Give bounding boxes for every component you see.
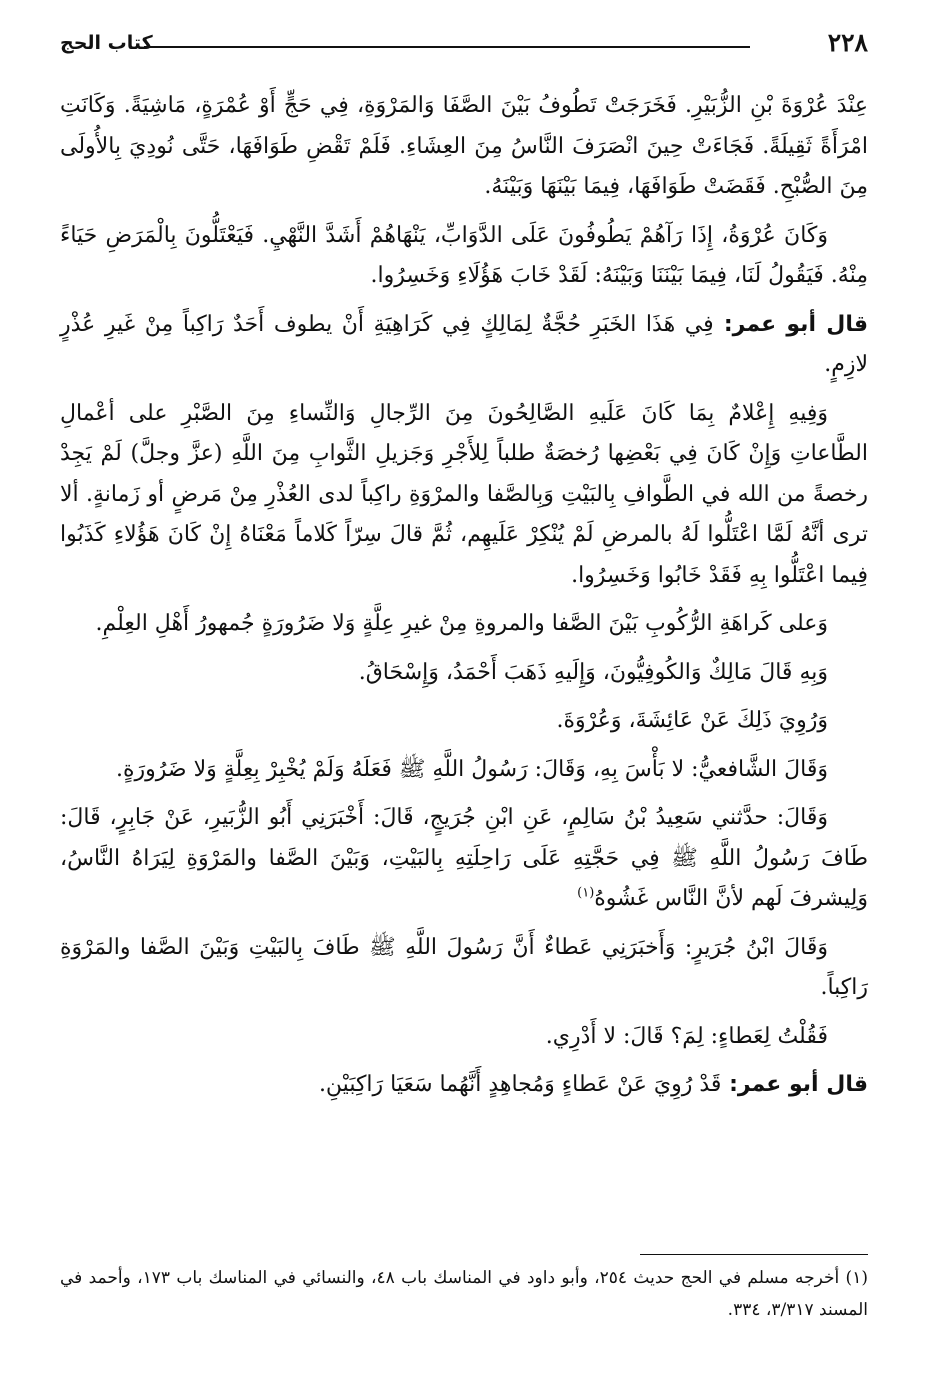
paragraph (60, 750, 868, 791)
paragraph (60, 1017, 868, 1058)
paragraph-text: فِي هَذَا الخَبَرِ حُجَّةٌ لِمَالِكٍ فِي كَرَاهِيَةِ أَنْ يطوف أَحَدٌ رَاكِباً مِنْ غَيرِ عُذْرٍ لازِمٍ. (60, 311, 868, 377)
paragraph-lead: قال أبو عمر: (713, 311, 868, 337)
paragraph-text: وَبِهِ قَالَ مَالِكٌ وَالكُوفِيُّونَ، وَإِلَيهِ ذَهَبَ أَحْمَدُ، وَإِسْحَاقُ. (358, 659, 828, 685)
paragraph-text: وَرُوِيَ ذَلِكَ عَنْ عَائِشَةَ، وَعُرْوَةَ. (556, 708, 828, 733)
book-page (60, 18, 868, 1368)
header-rule (144, 46, 750, 48)
paragraph (60, 216, 868, 297)
paragraph (60, 928, 868, 1009)
paragraph (60, 1065, 868, 1106)
page-number: ٢٢٨ (827, 28, 868, 57)
paragraph-text: وَقَالَ ابْنُ جُرَيرٍ: وَأَخبَرَنِي عَطاءٌ أَنَّ رَسُولَ اللَّهِ ﷺ طَافَ بِالبَيْتِ وَبَيْنَ الصَّفا والمَرْوَةِ رَاكِباً. (60, 934, 868, 1000)
paragraph (60, 701, 868, 742)
paragraph-text: عِنْدَ عُرْوَةَ بْنِ الزُّبَيْرِ. فَخَرَجَتْ تَطُوفُ بَيْنَ الصَّفَا وَالمَرْوَةِ، فِي حَجٍّ أَوْ عُمْرَةٍ، مَاشِيَةً. وَكَانَتِ امْرَأَةً ثَقِيلَةً. فَجَاءَتْ حِينَ انْصَرَفَ النَّاسُ مِنَ العِشَاءِ. فَلَمْ تَقْضِ طَوَافَهَا، حَتَّى نُودِيَ بِالأُولَى مِنَ الصُّبْحِ. فَقَضَتْ طَوَافَهَا، فِيمَا بَيْنَهَا وَبَيْنَهُ. (60, 93, 868, 199)
paragraph-text: وَعلى كَراهَةِ الرُّكُوبِ بَيْنَ الصَّفا والمروةِ مِنْ غيرِ عِلَّةٍ وَلا ضَرُورَةٍ جُمهورُ أَهْلِ العِلْمِ. (95, 611, 828, 636)
footnote: (١) أخرجه مسلم في الحج حديث ٢٥٤، وأبو داود في المناسك باب ٤٨، والنسائي في المناسك باب ١٧٣، وأحمد في المسند ٣/٣١٧، ٣٣٤. (60, 1268, 868, 1320)
paragraph-text: وَقَالَ: حدَّثني سَعِيدُ بْنُ سَالِمٍ، عَنِ ابْنِ جُرَيجٍ، قَالَ: أَخْبَرَنِي أَبُو الزُّبَيرِ، عَنْ جَابِرٍ، قَالَ: طَافَ رَسُولُ اللَّهِ ﷺ فِي حَجَّتِهِ عَلَى رَاحِلَتِهِ بِالبَيْتِ، وَبَيْنَ الصَّفا والمَرْوَةِ لِيَرَاهُ النَّاسُ، وَلِيشرفَ لَهم لأنَّ النَّاس غَشُوهُ (60, 805, 868, 911)
paragraph-text: فَقُلْتُ لِعَطاءٍ: لِمَ؟ قَالَ: لا أَدْرِي. (545, 1023, 828, 1049)
running-title: كتاب الحج (60, 32, 153, 54)
paragraph-text: وَفِيهِ إِعْلامٌ بِمَا كَانَ عَلَيهِ الصَّالِحُونَ مِنَ الرِّجالِ وَالنِّساءِ مِنَ الصَّبْرِ على أعْمالِ الطَّاعاتِ وَإِنْ كَانَ فِي بَعْضِها رُخصَةٌ طلباً لِلأَجْرِ وَجَزيلِ الثَّوابِ مِنَ اللَّهِ (عزَّ وجلَّ) لَمْ يَجِدْ رخصةً من الله في الطَّوافِ بِالبَيْتِ وَبِالصَّفا والمرْوَةِ راكِباً لدى العُذْرِ مِنْ مَرضٍ أو زَمانةٍ. ألا ترى أنَّهُ لَمَّا اعْتَلُّوا لَهُ بالمرضِ لَمْ يُنْكِرْ عَلَيهِم، ثُمَّ قالَ سِرّاً كَلاماً مَعْنَاهُ إِنْ كَانَ هَؤُلاءِ كَذَبُوا فِيما اعْتَلُّوا بِهِ فَقَدْ خَابُوا وَخَسِرُوا. (60, 400, 868, 588)
paragraph (60, 604, 868, 645)
paragraph-text: وَكَانَ عُرْوَةُ، إِذَا رَآهُمْ يَطُوفُونَ عَلَى الدَّوَابِّ، يَنْهَاهُمْ أَشَدَّ النَّهْيِ. فَيَعْتَلُّونَ بِالْمَرَضِ حَيَاءً مِنْهُ. فَيَقُولُ لَنَا، فِيمَا بَيْنَنَا وَبَيْنَهُ: لَقَدْ خَابَ هَؤُلَاءِ وَخَسِرُوا. (60, 222, 868, 288)
paragraph (60, 86, 868, 208)
paragraph (60, 798, 868, 920)
footnote-divider (640, 1254, 868, 1255)
paragraph (60, 394, 868, 597)
paragraph (60, 305, 868, 386)
paragraph-text: قَدْ رُوِيَ عَنْ عَطاءٍ وَمُجاهِدٍ أَنَّهُما سَعَيَا رَاكِبَيْنِ. (318, 1072, 722, 1097)
paragraph-lead: قال أبو عمر: (721, 1072, 868, 1097)
main-text (60, 86, 868, 1114)
paragraph-text: وَقَالَ الشَّافعيُّ: لا بَأْسَ بِهِ، وَقَالَ: رَسُولُ اللَّهِ ﷺ فَعَلَهُ وَلَمْ يُخْبِرْ بِعِلَّةٍ وَلا ضَرُورَةٍ. (116, 756, 828, 782)
page-header (60, 26, 868, 66)
paragraph (60, 653, 868, 694)
footnote-reference[interactable]: (١) (577, 885, 595, 901)
